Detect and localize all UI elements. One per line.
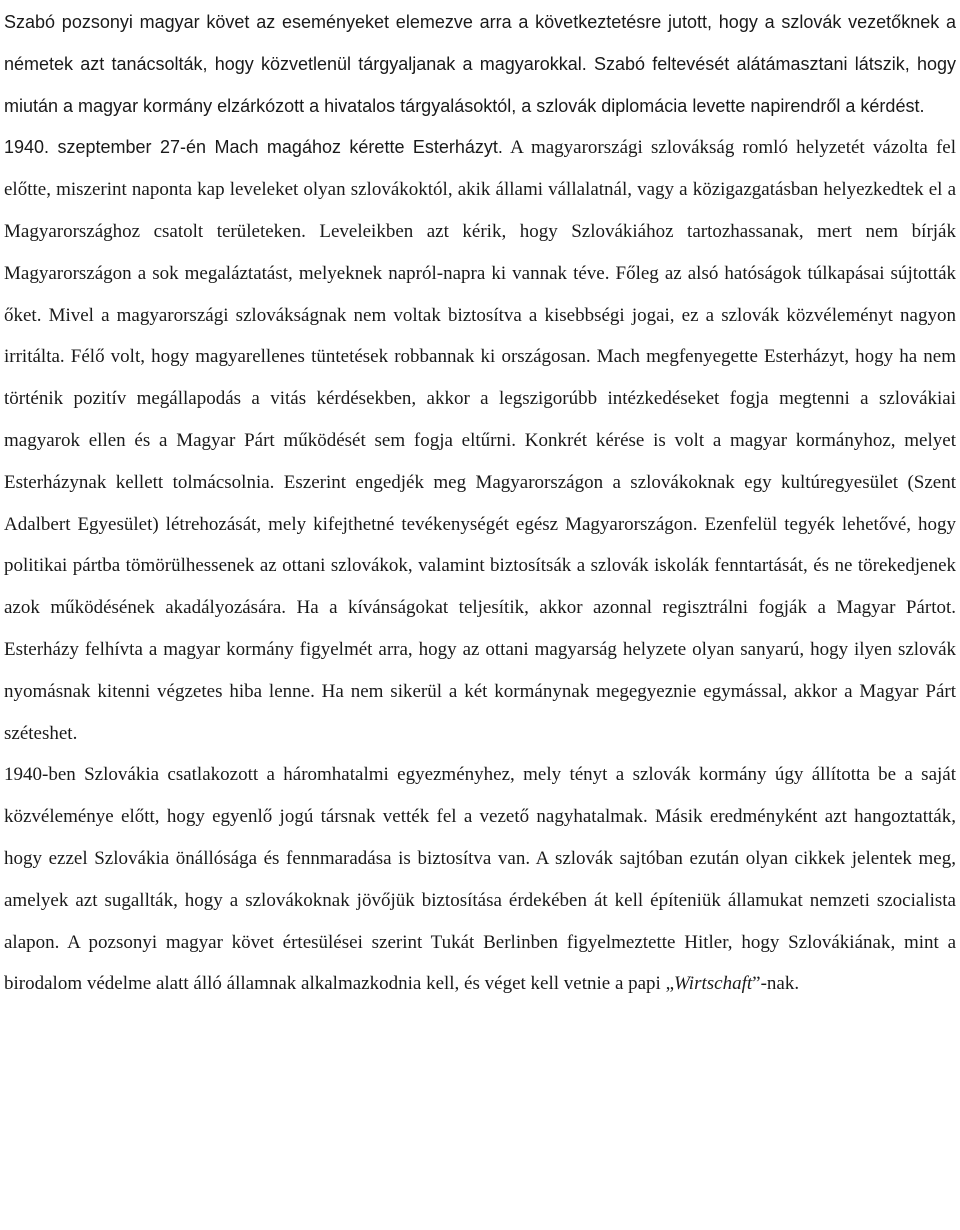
paragraph-1-text: Szabó pozsonyi magyar követ az eseményeket elemezve arra a következtetésre jutott, hogy a szlovák vezetőknek a németek azt tanácsolták, hogy közvetlenül tárgyaljanak a magyarokkal. Szabó feltevését alátámasztani látszik, hogy miután a magyar kormány elzárkózott a hivatalos tárgyalásoktól, a szlovák diplomácia levette napirendről a kérdést. (4, 12, 956, 116)
paragraph-1 (4, 2, 956, 127)
paragraph-3-end: ”-nak. (752, 973, 800, 995)
paragraph-2 (4, 127, 956, 754)
paragraph-3-text: 1940-ben Szlovákia csatlakozott a háromhatalmi egyezményhez, mely tényt a szlovák kormány úgy állította be a saját közvéleménye előtt, hogy egyenlő jogú társnak vették fel a vezető nagyhatalmak. Másik eredményként azt hangoztatták, hogy ezzel Szlovákia önállósága és fennmaradása is biztosítva van. A szlovák sajtóban ezután olyan cikkek jelentek meg, amelyek azt sugallták, hogy a szlovákoknak jövőjük biztosítása érdekében át kell építeniük államukat nemzeti szocialista alapon. A pozsonyi magyar követ értesülései szerint Tukát Berlinben figyelmeztette Hitler, hogy Szlovákiának, mint a birodalom védelme alatt álló államnak alkalmazkodnia kell, és véget kell vetnie a papi „ (4, 764, 956, 995)
paragraph-3 (4, 754, 956, 1005)
paragraph-2-date-sentence: 1940. szeptember 27-én Mach magához kérette Esterházyt. (4, 137, 503, 158)
paragraph-3-italic-term: Wirtschaft (674, 973, 753, 995)
paragraph-2-text: A magyarországi szlovákság romló helyzetét vázolta fel előtte, miszerint naponta kap leveleket olyan szlovákoktól, akik állami vállalatnál, vagy a közigazgatásban helyezkedtek el a Magyarországhoz csatolt területeken. Leveleikben azt kérik, hogy Szlovákiához tartozhassanak, mert nem bírják Magyarországon a sok megaláztatást, melyeknek napról-napra ki vannak téve. Főleg az alsó hatóságok túlkapásai sújtották őket. Mivel a magyarországi szlovákságnak nem voltak biztosítva a kisebbségi jogai, ez a szlovák közvéleményt nagyon irritálta. Félő volt, hogy magyarellenes tüntetések robbannak ki országosan. Mach megfenyegette Esterházyt, hogy ha nem történik pozitív megállapodás a vitás kérdésekben, akkor a legszigorúbb intézkedéseket fogja megtenni a szlovákiai magyarok ellen és a Magyar Párt működését sem fogja eltűrni. Konkrét kérése is volt a magyar kormányhoz, melyet Esterházynak kellett tolmácsolnia. Eszerint engedjék meg Magyarországon a szlovákoknak egy kultúregyesület (Szent Adalbert Egyesület) létrehozását, mely kifejthetné tevékenységét egész Magyarországon. Ezenfelül tegyék lehetővé, hogy politikai pártba tömörülhessenek az ottani szlovákok, valamint biztosítsák a szlovák iskolák fenntartását, és ne törekedjenek azok működésének akadályozására. Ha a kívánságokat teljesítik, akkor azonnal regisztrálni fogják a Magyar Pártot. Esterházy felhívta a magyar kormány figyelmét arra, hogy az ottani magyarság helyzete olyan sanyarú, hogy ilyen szlovák nyomásnak kitenni végzetes hiba lenne. Ha nem sikerül a két kormánynak megegyeznie egymással, akkor a Magyar Párt széteshet. (4, 137, 956, 744)
